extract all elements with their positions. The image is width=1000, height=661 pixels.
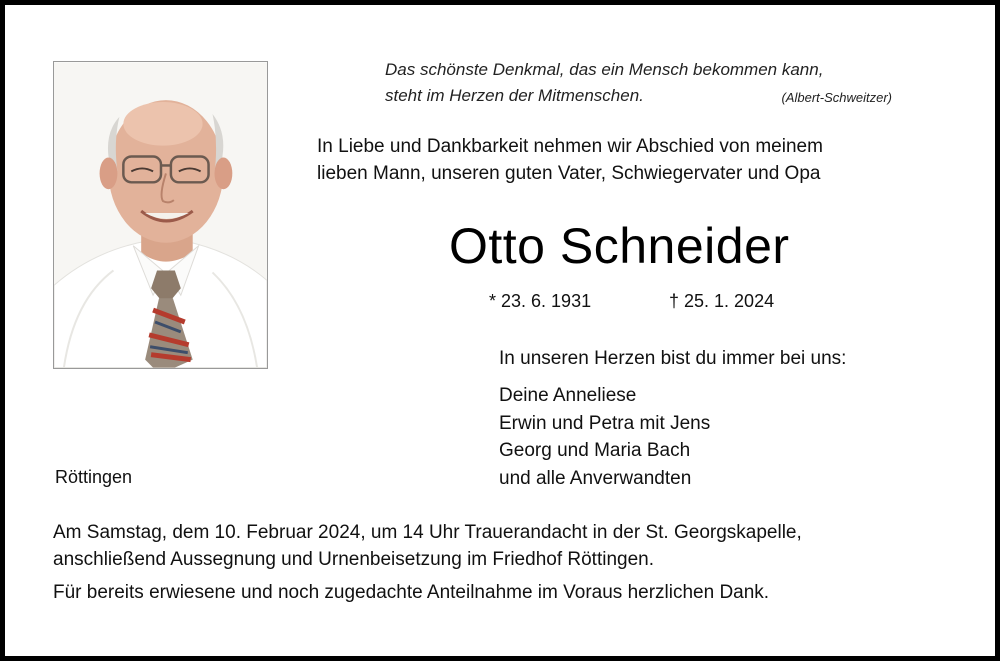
mourners-list — [499, 382, 710, 492]
quote-line: steht im Herzen der Mitmenschen. — [385, 86, 644, 105]
death-date: † 25. 1. 2024 — [669, 291, 775, 311]
intro-line: lieben Mann, unseren guten Vater, Schwiegervater und Opa — [317, 163, 821, 184]
mourner-name: Georg und Maria Bach — [499, 440, 691, 461]
service-line: anschließend Aussegnung und Urnenbeisetzung im Friedhof Röttingen. — [53, 549, 654, 570]
intro-line: In Liebe und Dankbarkeit nehmen wir Abschied von meinem — [317, 136, 823, 157]
quote-author: (Albert-Schweitzer) — [781, 90, 892, 105]
place-name: Röttingen — [55, 467, 133, 487]
mourner-name: und alle Anverwandten — [499, 467, 692, 489]
mourner-name: Erwin und Petra mit Jens — [499, 412, 711, 434]
portrait-image — [54, 62, 267, 368]
deceased-name: Otto Schneider — [449, 218, 790, 274]
quote-block — [385, 57, 895, 109]
thanks-note: Für bereits erwiesene und noch zugedachte Anteilnahme im Voraus herzlichen Dank. — [53, 582, 770, 603]
portrait-photo — [53, 61, 268, 369]
service-info — [53, 519, 973, 573]
quote-line: Das schönste Denkmal, das ein Mensch bekommen kann, — [385, 60, 824, 79]
mourner-name: Deine Anneliese — [499, 385, 637, 406]
service-line: Am Samstag, dem 10. Februar 2024, um 14 Uhr Trauerandacht in der St. Georgskapelle, — [53, 522, 802, 543]
intro-text — [317, 133, 917, 187]
mourners-heading: In unseren Herzen bist du immer bei uns: — [499, 348, 847, 369]
birth-date: * 23. 6. 1931 — [489, 291, 592, 311]
